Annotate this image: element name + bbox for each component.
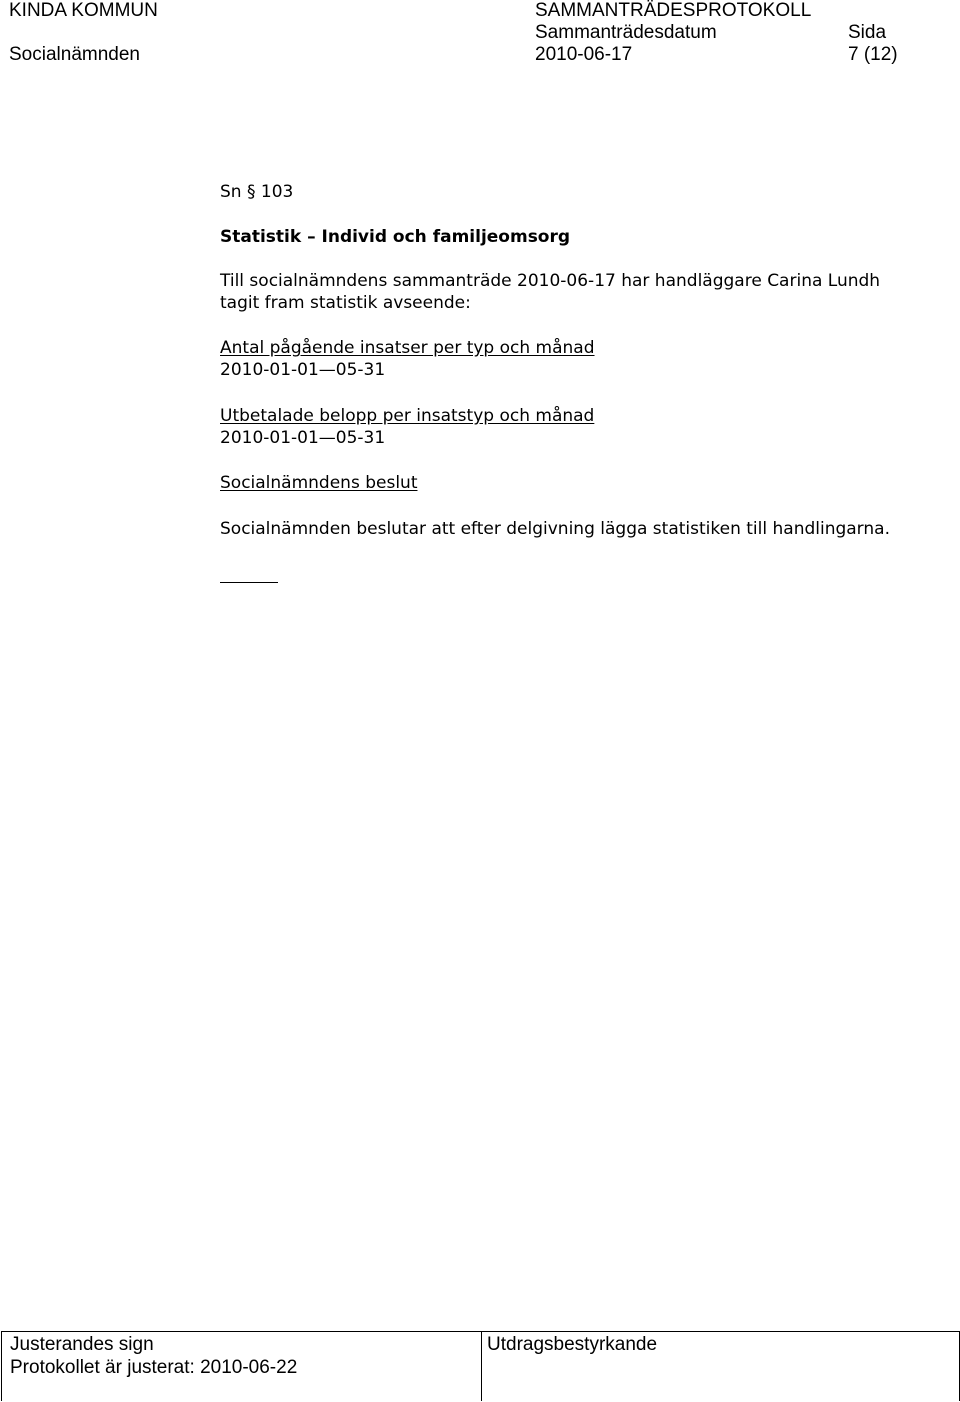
page-label: Sida [848,22,887,43]
end-of-section-rule [220,582,278,583]
sign-label: Justerandes sign [10,1334,154,1355]
adjusted-statement: Protokollet är justerat: 2010-06-22 [10,1357,298,1378]
footer-divider [481,1332,482,1401]
page-number: 7 (12) [848,44,898,65]
meeting-date-value: 2010-06-17 [535,44,633,65]
decision-heading: Socialnämndens beslut [220,473,418,493]
certification-label: Utdragsbestyrkande [487,1334,658,1355]
attachment-link-paid-amounts[interactable]: Utbetalade belopp per insatstyp och månad [220,406,595,426]
attachment-link-ongoing-interventions[interactable]: Antal pågående insatser per typ och månad [220,338,595,358]
attachment-period-paid-amounts: 2010-01-01—05-31 [220,428,386,448]
municipality-name: KINDA KOMMUN [9,0,158,21]
attachment-period-ongoing-interventions: 2010-01-01—05-31 [220,360,386,380]
intro-text-line-1: Till socialnämndens sammanträde 2010-06-17 har handläggare Carina Lundh [220,271,881,291]
paragraph-reference: Sn § 103 [220,182,294,202]
section-title: Statistik – Individ och familjeomsorg [220,227,571,247]
intro-text-line-2: tagit fram statistik avseende: [220,293,471,313]
decision-text: Socialnämnden beslutar att efter delgivning lägga statistiken till handlingarna. [220,519,890,539]
meeting-date-label: Sammanträdesdatum [535,22,717,43]
committee-name: Socialnämnden [9,44,140,65]
document-type: SAMMANTRÄDESPROTOKOLL [535,0,812,21]
signature-footer [1,1331,960,1401]
